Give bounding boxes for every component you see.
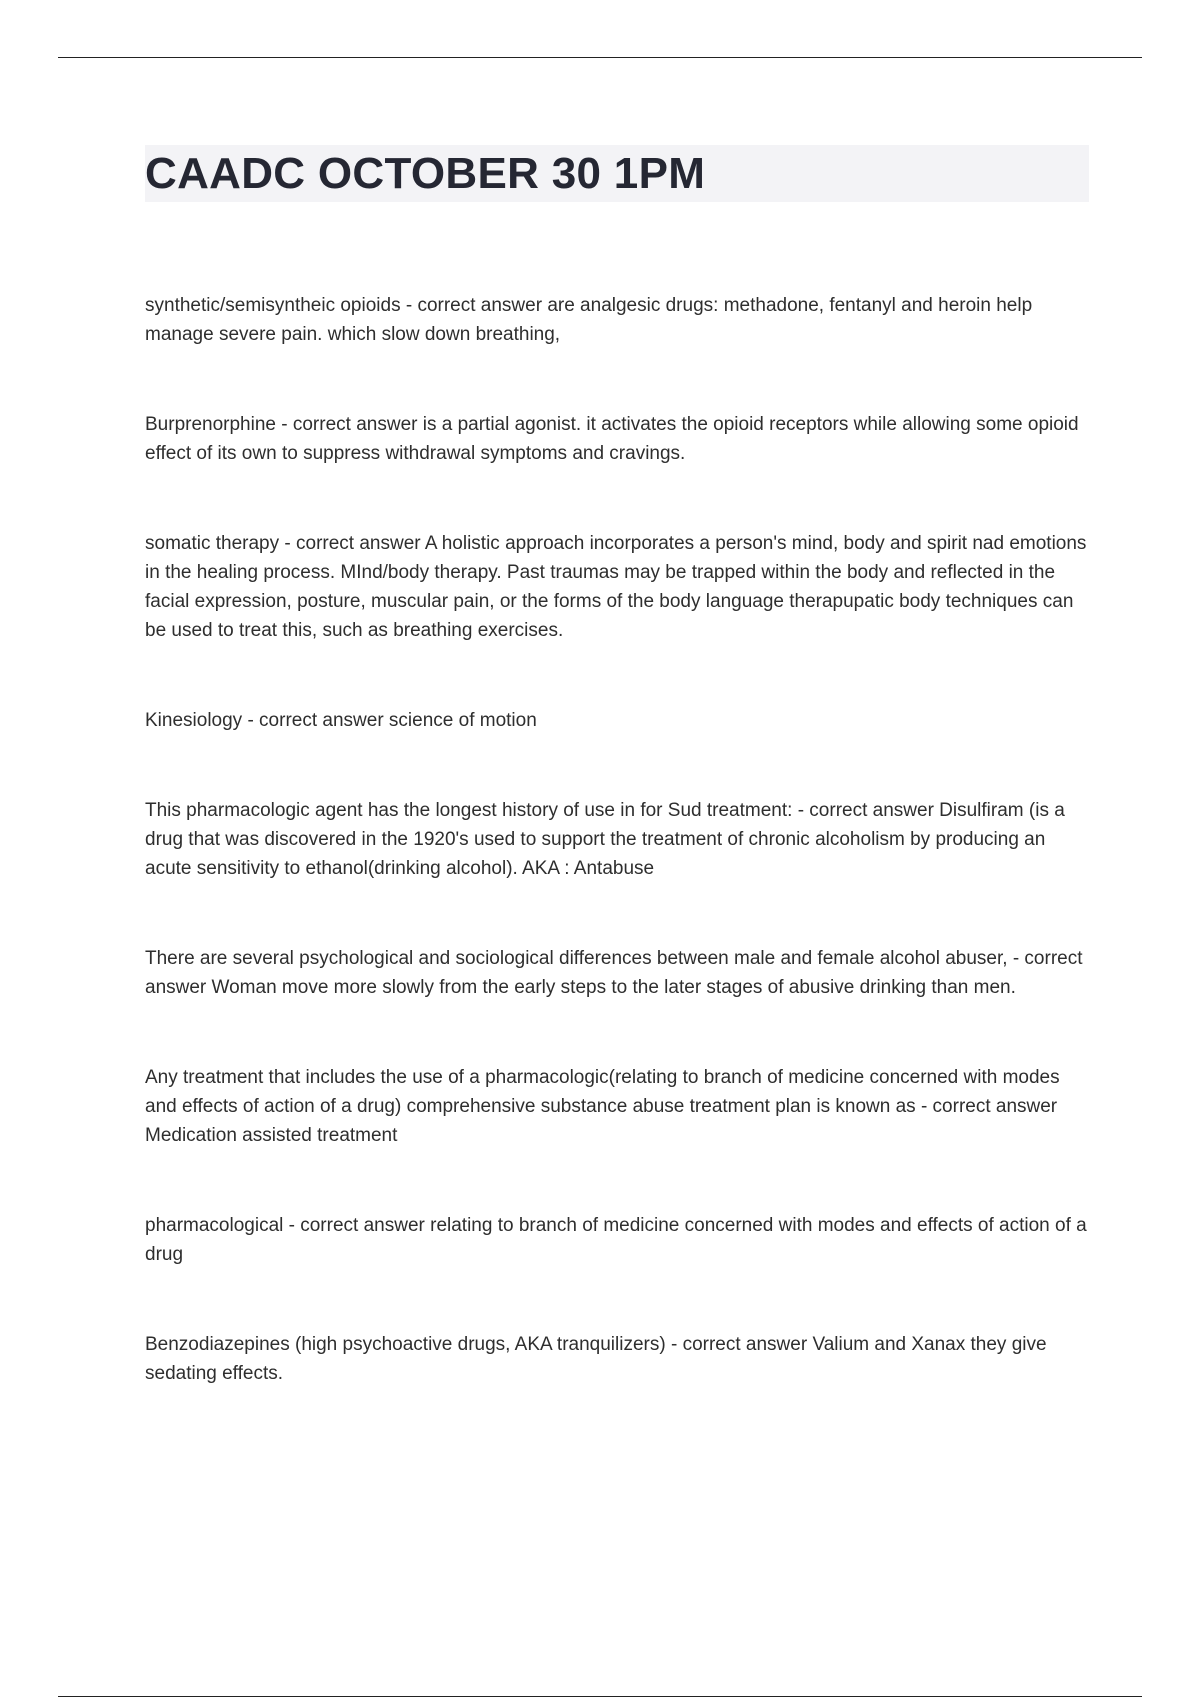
flashcard-entry: Burprenorphine - correct answer is a partial agonist. it activates the opioid receptors while allowing some opioid effect of its own to suppress withdrawal symptoms and cravings. <box>145 414 1079 464</box>
flashcard-entry: There are several psychological and sociological differences between male and female alcohol abuser, - correct answer Woman move more slowly from the early steps to the later stages of abusive drinking than men. <box>145 948 1083 998</box>
flashcard-entry: somatic therapy - correct answer A holistic approach incorporates a person's mind, body and spirit nad emotions in the healing process. MInd/body therapy. Past traumas may be trapped within the body and reflected in the facial expression, posture, muscular pain, or the forms of the body language therapupatic body techniques can be used to treat this, such as breathing exercises. <box>145 533 1087 641</box>
flashcard-list <box>145 291 1095 1449</box>
header-rule <box>58 57 1142 58</box>
footer-rule <box>58 1696 1142 1697</box>
page-title: CAADC OCTOBER 30 1PM <box>145 149 706 198</box>
flashcard-entry: synthetic/semisyntheic opioids - correct answer are analgesic drugs: methadone, fentanyl and heroin help manage severe pain. which slow down breathing, <box>145 295 1033 345</box>
flashcard-entry: pharmacological - correct answer relating to branch of medicine concerned with modes and effects of action of a drug <box>145 1215 1087 1265</box>
flashcard-entry: Any treatment that includes the use of a pharmacologic(relating to branch of medicine concerned with modes and effects of action of a drug) comprehensive substance abuse treatment plan is known as - correct answer Medication assisted treatment <box>145 1067 1060 1146</box>
flashcard-entry: This pharmacologic agent has the longest history of use in for Sud treatment: - correct answer Disulfiram (is a drug that was discovered in the 1920's used to support the treatment of chronic alcoholism by producing an acute sensitivity to ethanol(drinking alcohol). AKA : Antabuse <box>145 800 1065 879</box>
flashcard-entry: Benzodiazepines (high psychoactive drugs, AKA tranquilizers) - correct answer Valium and Xanax they give sedating effects. <box>145 1334 1047 1384</box>
flashcard-entry: Kinesiology - correct answer science of motion <box>145 710 537 731</box>
